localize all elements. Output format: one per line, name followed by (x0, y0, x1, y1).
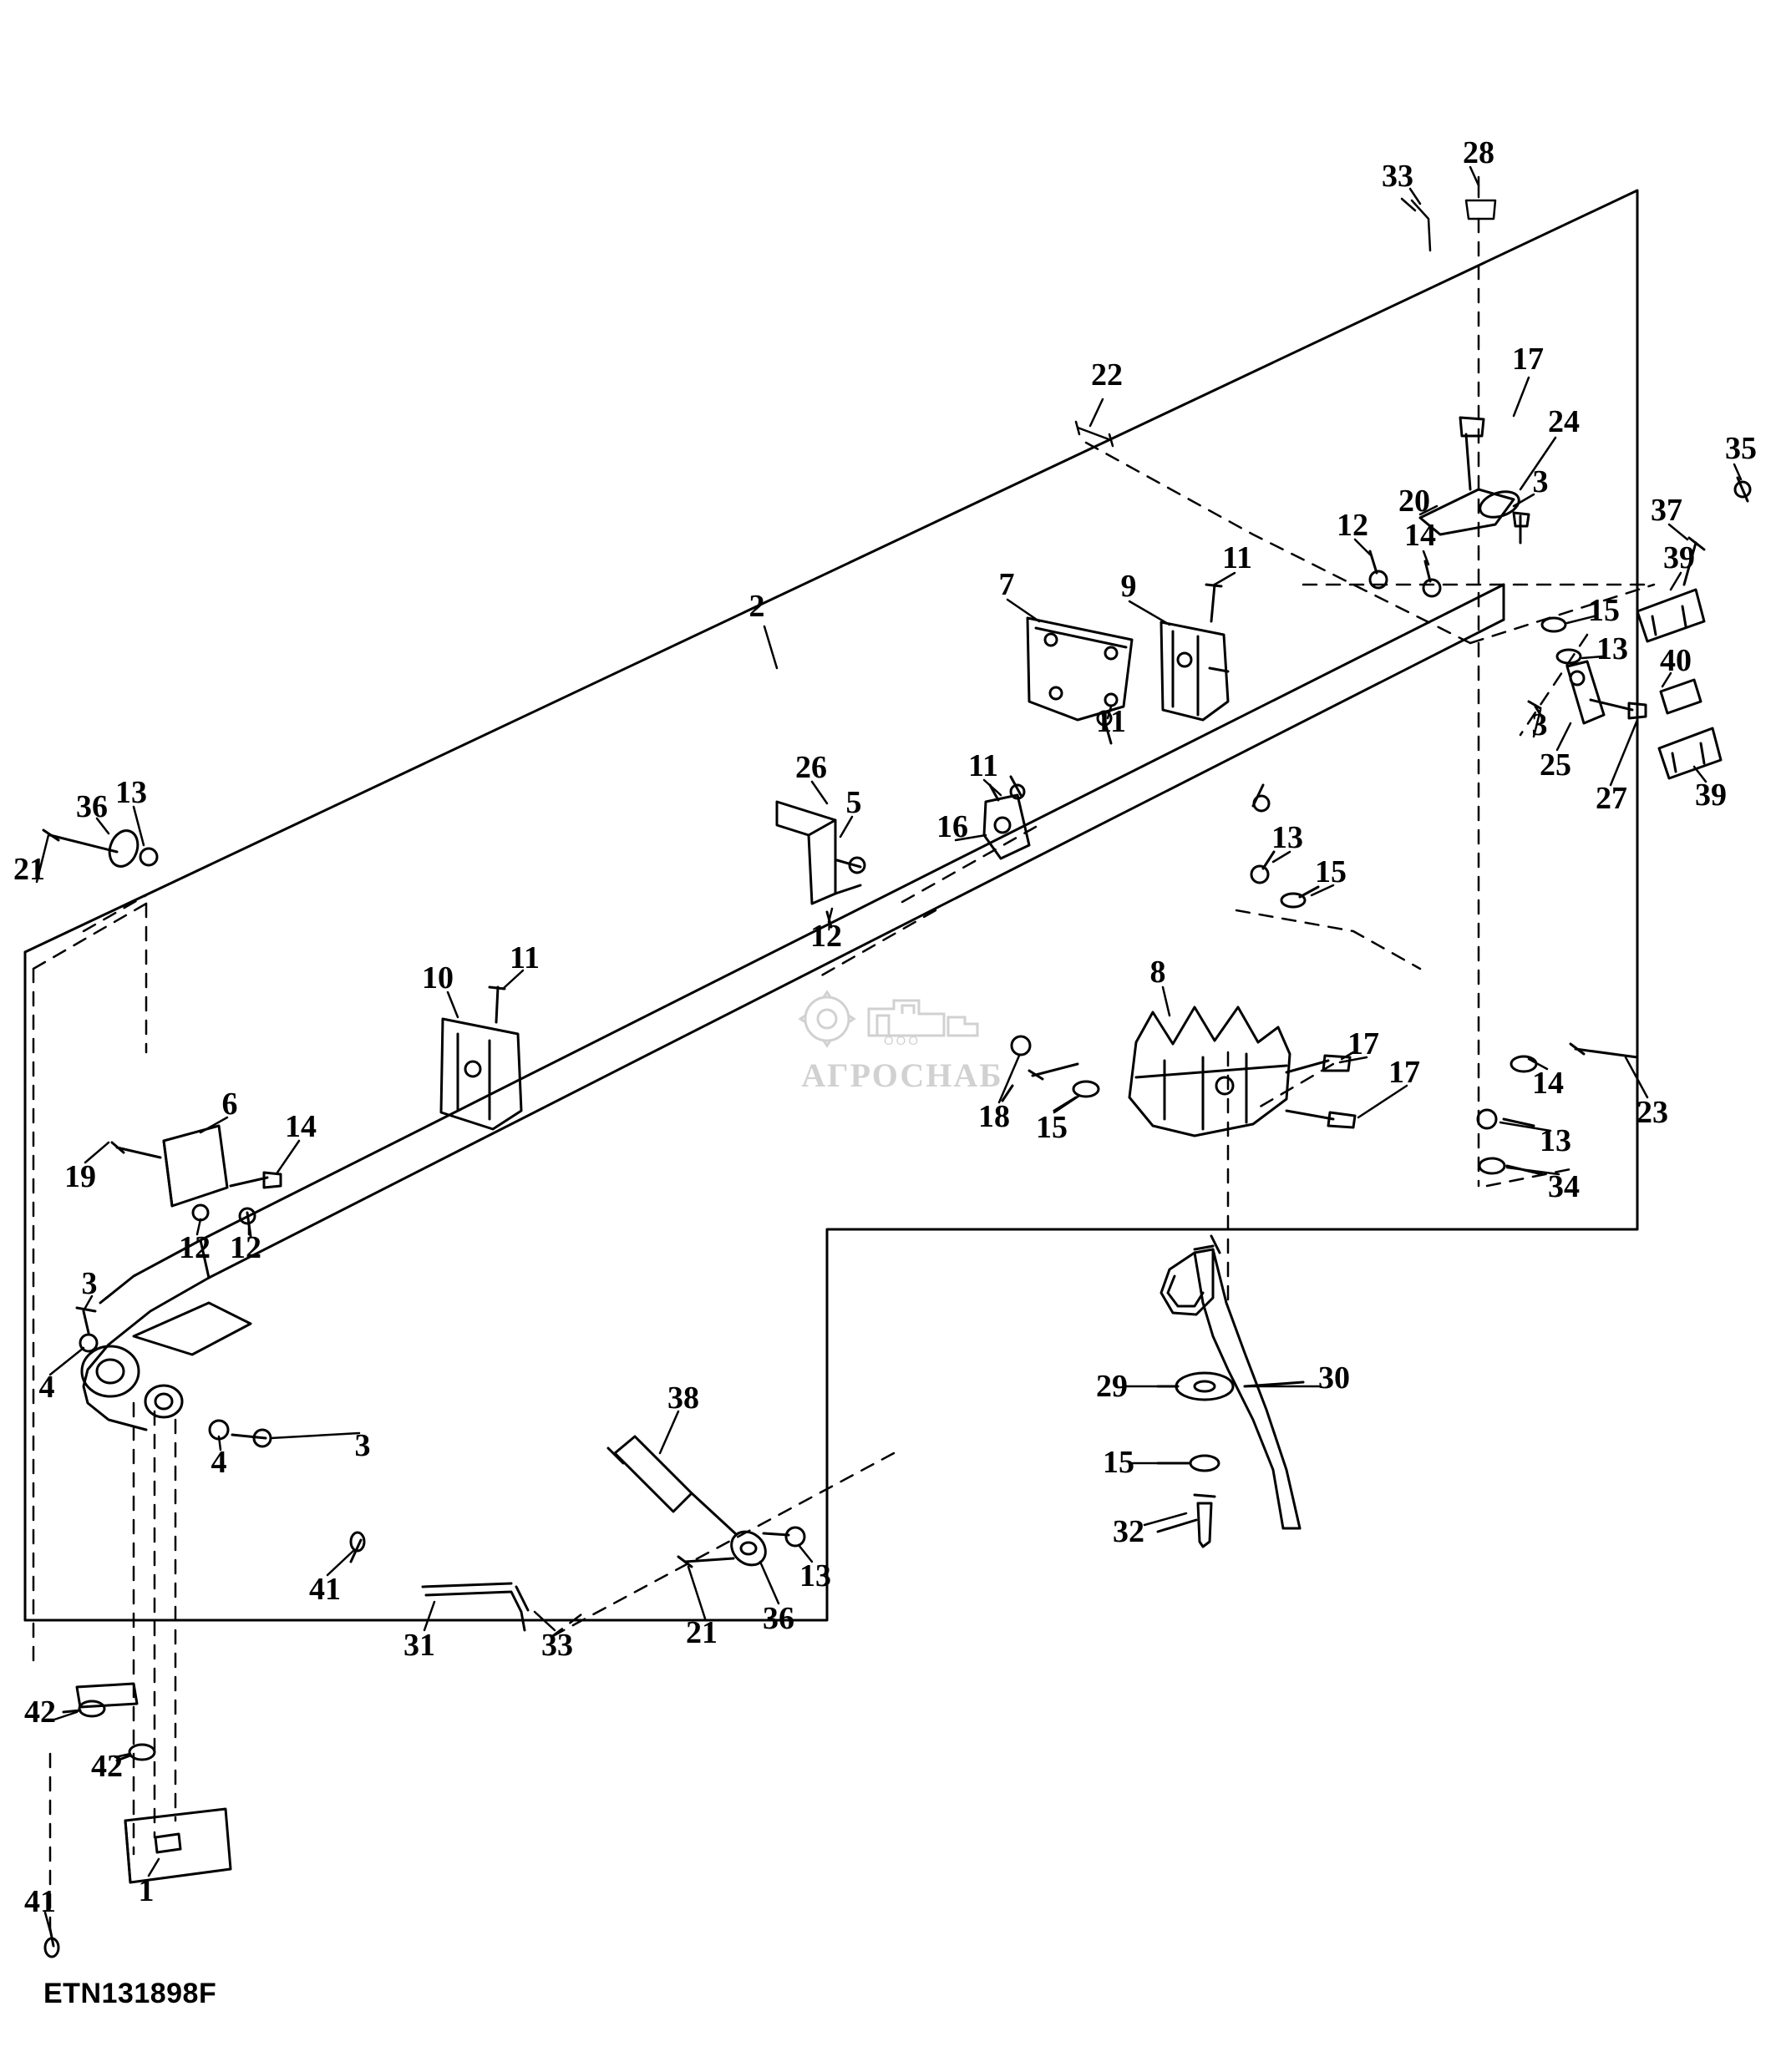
callout-number-15: 15 (1588, 593, 1620, 628)
callout-number-11: 11 (1222, 540, 1252, 575)
callout-number-14: 14 (285, 1109, 317, 1144)
callout-number-20: 20 (1398, 484, 1430, 519)
callout-number-33: 33 (1382, 159, 1413, 194)
callout-number-11: 11 (968, 748, 998, 783)
callout-number-3: 3 (1532, 464, 1549, 499)
callout-number-41: 41 (309, 1572, 341, 1607)
callout-number-36: 36 (763, 1601, 794, 1636)
callout-number-8: 8 (1149, 955, 1166, 990)
callout-number-12: 12 (230, 1230, 261, 1265)
callout-number-12: 12 (810, 919, 842, 954)
callout-number-13: 13 (1596, 631, 1628, 666)
turnbuckle-38 (608, 1436, 804, 1572)
callout-number-26: 26 (795, 750, 827, 785)
callout-number-27: 27 (1596, 781, 1627, 816)
callout-number-22: 22 (1091, 357, 1123, 393)
callout-number-38: 38 (667, 1380, 699, 1416)
callout-number-5: 5 (845, 785, 862, 820)
callout-number-31: 31 (403, 1628, 435, 1663)
callout-number-2: 2 (748, 589, 765, 624)
block-6 (112, 1126, 281, 1236)
callout-number-13: 13 (799, 1558, 831, 1593)
figure-code: ETN131898F (43, 1978, 217, 2009)
bracket-10 (441, 987, 521, 1129)
callout-number-13: 13 (1540, 1123, 1571, 1158)
callout-number-12: 12 (179, 1230, 211, 1265)
callout-number-15: 15 (1036, 1110, 1068, 1145)
callout-number-6: 6 (221, 1087, 238, 1122)
boom-weldment (82, 585, 1504, 1430)
callout-number-33: 33 (541, 1628, 573, 1663)
callout-number-14: 14 (1532, 1066, 1564, 1101)
callout-number-13: 13 (115, 775, 147, 810)
callout-number-41: 41 (24, 1884, 56, 1919)
callout-number-35: 35 (1725, 431, 1757, 466)
callout-number-9: 9 (1120, 569, 1137, 604)
tine-assembly (1158, 1236, 1303, 1547)
callout-number-21: 21 (13, 852, 45, 887)
callout-number-12: 12 (1337, 508, 1368, 543)
callout-number-39: 39 (1663, 540, 1695, 575)
callout-number-40: 40 (1660, 643, 1692, 678)
callout-number-18: 18 (978, 1099, 1010, 1134)
callout-number-30: 30 (1318, 1360, 1350, 1396)
callout-number-34: 34 (1548, 1169, 1580, 1204)
bracket-9 (1161, 622, 1228, 720)
plate-24-group (1370, 418, 1529, 596)
callout-number-3: 3 (81, 1266, 98, 1301)
callout-number-39: 39 (1695, 778, 1727, 813)
watermark-text: АГРОСНАБ (801, 1056, 1003, 1094)
main-frame-panel (25, 190, 1637, 1620)
callout-number-16: 16 (936, 809, 968, 844)
callout-number-23: 23 (1636, 1095, 1668, 1130)
plate-1 (125, 1809, 231, 1882)
callout-number-7: 7 (998, 567, 1015, 602)
callout-number-3: 3 (354, 1428, 371, 1463)
callout-number-42: 42 (91, 1749, 123, 1784)
callout-number-15: 15 (1103, 1445, 1134, 1480)
callout-leaders (37, 167, 1741, 1931)
fastener-11-group (1011, 585, 1221, 798)
watermark-sub-text: ООО (883, 1034, 921, 1048)
callout-number-17: 17 (1512, 342, 1544, 377)
callout-number-19: 19 (64, 1159, 96, 1194)
callout-number-3: 3 (1531, 707, 1548, 742)
callout-number-4: 4 (211, 1445, 227, 1480)
callout-number-1: 1 (138, 1873, 155, 1908)
callout-number-13: 13 (1271, 820, 1303, 855)
bracket-5-group (777, 802, 865, 927)
callout-number-32: 32 (1113, 1514, 1144, 1549)
callout-number-36: 36 (76, 789, 108, 824)
callout-number-24: 24 (1548, 404, 1580, 439)
callout-number-11: 11 (510, 940, 540, 975)
hardware-18-15 (1002, 1036, 1099, 1111)
callout-number-25: 25 (1540, 747, 1571, 783)
callout-number-37: 37 (1651, 493, 1682, 528)
callout-number-21: 21 (686, 1615, 718, 1650)
callout-number-29: 29 (1096, 1369, 1128, 1404)
callout-number-4: 4 (38, 1370, 55, 1405)
callout-number-11: 11 (1096, 704, 1126, 739)
callout-number-42: 42 (24, 1695, 56, 1730)
callout-number-10: 10 (422, 960, 454, 995)
callout-number-14: 14 (1404, 518, 1436, 553)
callout-number-17: 17 (1347, 1026, 1379, 1061)
callout-number-17: 17 (1388, 1055, 1420, 1090)
callout-number-28: 28 (1463, 135, 1494, 170)
washer-group-right (1251, 618, 1581, 907)
rod-31-33 (423, 1583, 528, 1630)
callout-number-15: 15 (1315, 854, 1347, 889)
